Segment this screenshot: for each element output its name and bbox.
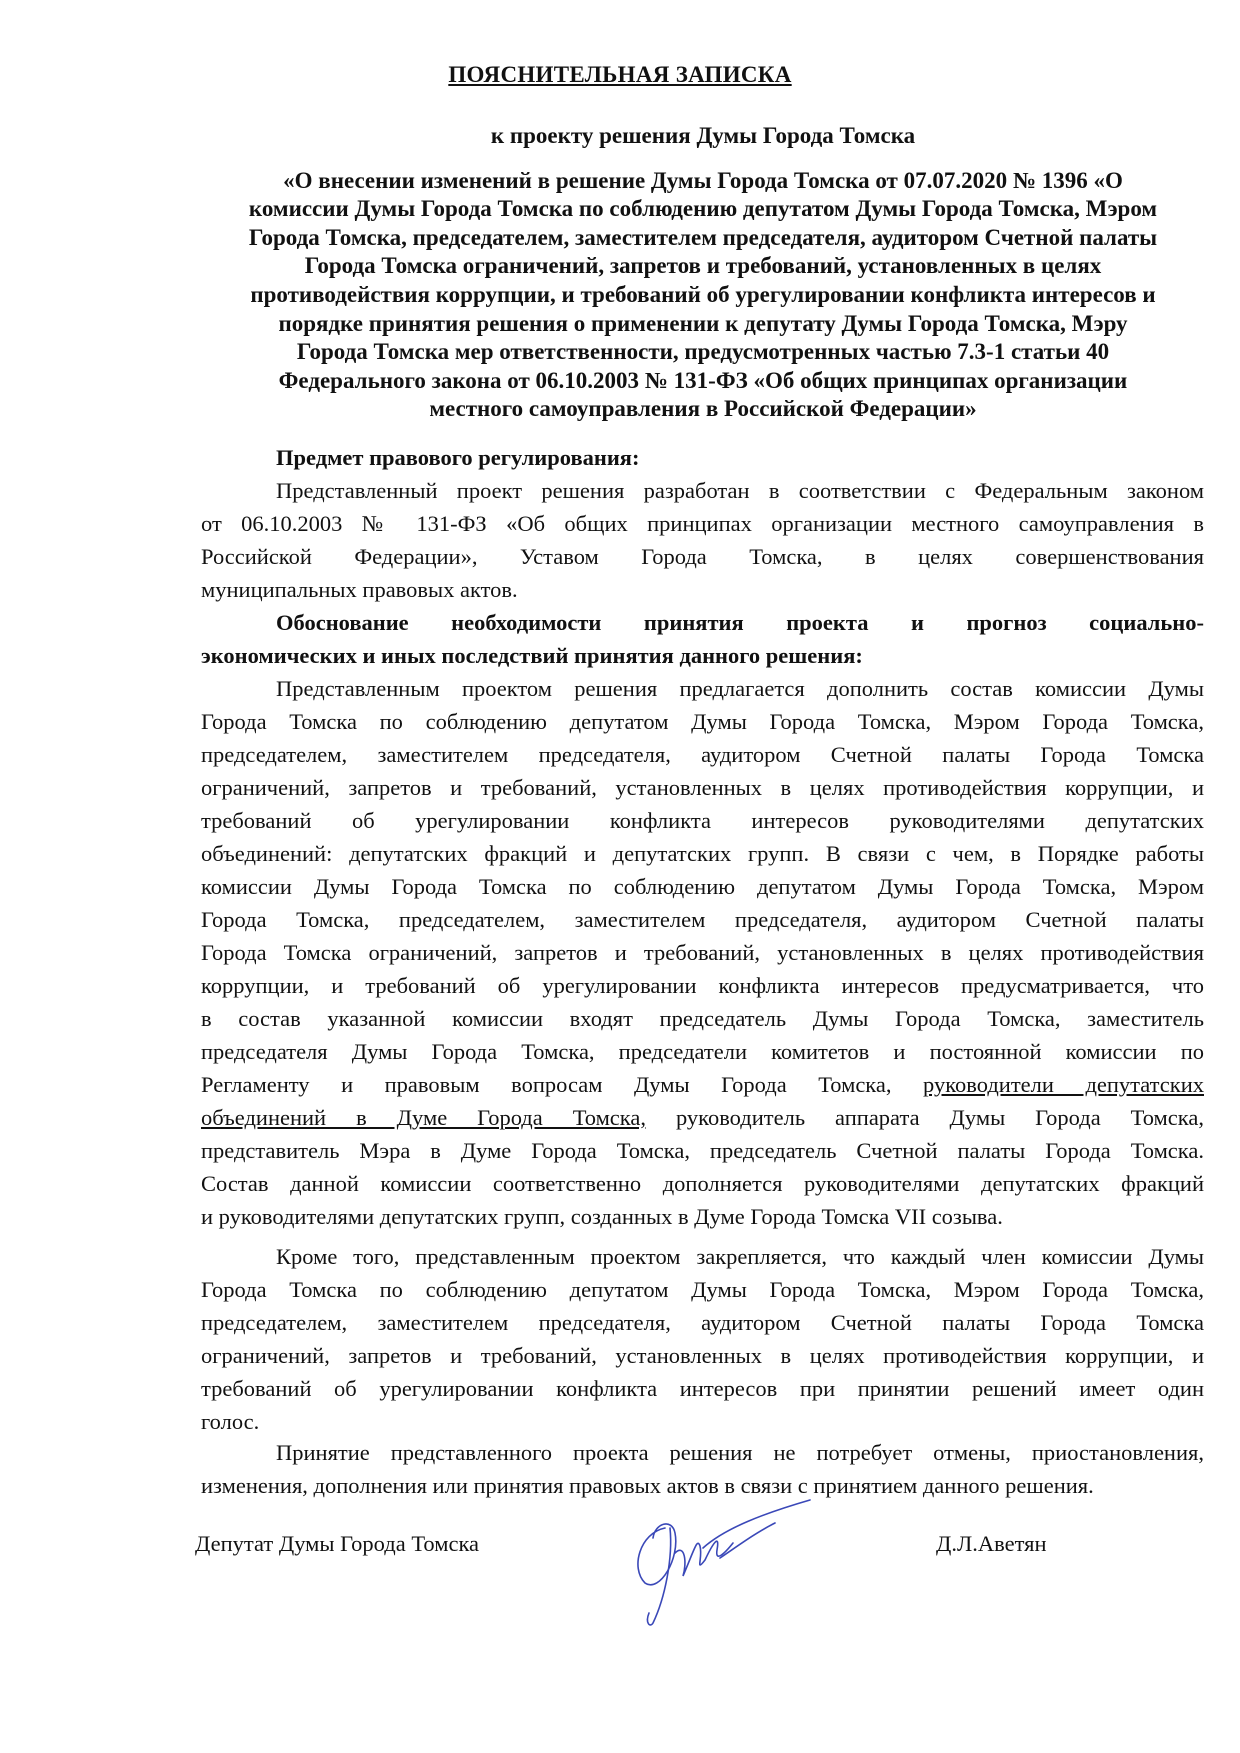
heading-line: порядке принятия решения о применении к депутату Думы Города Томска, Мэру bbox=[278, 310, 1128, 336]
text-line: голос. bbox=[201, 1409, 260, 1434]
text-line: Кроме того, представленным проектом закрепляется, что каждый член комиссии Думы bbox=[276, 1244, 1204, 1269]
text-line: коррупции, и требований об урегулировании конфликта интересов предусматривается, что bbox=[201, 973, 1204, 998]
handwritten-signature bbox=[625, 1488, 815, 1628]
text-line: объединений: депутатских фракций и депутатских групп. В связи с чем, в Порядке работы bbox=[201, 841, 1204, 866]
text-line: ограничений, запретов и требований, установленных в целях противодействия коррупции, и bbox=[201, 775, 1204, 800]
text-line: требований об урегулировании конфликта интересов руководителями депутатских bbox=[201, 808, 1204, 833]
text-line: председателя Думы Города Томска, председатели комитетов и постоянной комиссии по bbox=[201, 1039, 1204, 1064]
heading-line: к проекту решения Думы Города Томска bbox=[490, 123, 916, 148]
text-line: председателем, заместителем председателя, аудитором Счетной палаты Города Томска bbox=[201, 742, 1204, 767]
text-line: муниципальных правовых актов. bbox=[201, 577, 518, 602]
text-line: Принятие представленного проекта решения не потребует отмены, приостановления, bbox=[276, 1440, 1204, 1465]
text-line: изменения, дополнения или принятия правовых актов в связи с принятием данного решения. bbox=[201, 1473, 1094, 1498]
text-line bbox=[201, 1068, 1204, 1101]
text-line: требований об урегулировании конфликта интересов при принятии решений имеет один bbox=[201, 1376, 1204, 1401]
section-heading-line: Предмет правового регулирования: bbox=[276, 445, 640, 470]
text-line: от 06.10.2003 № 131-ФЗ «Об общих принципах организации местного самоуправления в bbox=[201, 511, 1204, 536]
text-line: Города Томска по соблюдению депутатом Думы Города Томска, Мэром Города Томска, bbox=[201, 1277, 1204, 1302]
text-line: в состав указанной комиссии входят председатель Думы Города Томска, заместитель bbox=[201, 1006, 1204, 1031]
paragraph-voting bbox=[201, 1240, 1204, 1438]
text-line: Представленным проектом решения предлагается дополнить состав комиссии Думы bbox=[276, 676, 1204, 701]
signatory-name: Д.Л.Аветян bbox=[936, 1531, 1047, 1556]
document-title: ПОЯСНИТЕЛЬНАЯ ЗАПИСКА bbox=[448, 62, 792, 87]
text-line: и руководителями депутатских групп, созданных в Думе Города Томска VII созыва. bbox=[201, 1204, 1003, 1229]
text-line: представитель Мэра в Думе Города Томска, председатель Счетной палаты Города Томска. bbox=[201, 1138, 1204, 1163]
text-line: комиссии Думы Города Томска по соблюдению депутатом Думы Города Томска, Мэром bbox=[201, 874, 1204, 899]
underlined-text: объединений в Думе Города Томска, bbox=[201, 1105, 646, 1130]
section-heading-line: экономических и иных последствий принятия данного решения: bbox=[201, 643, 863, 668]
text-line: Города Томска, председателем, заместителем председателя, аудитором Счетной палаты bbox=[201, 907, 1204, 932]
document-heading bbox=[200, 122, 1206, 424]
section-justification bbox=[201, 606, 1204, 1233]
heading-line: «О внесении изменений в решение Думы Города Томска от 07.07.2020 № 1396 «О bbox=[283, 167, 1123, 193]
heading-line: Федерального закона от 06.10.2003 № 131-ФЗ «Об общих принципах организации bbox=[278, 367, 1128, 393]
text-line: Города Томска по соблюдению депутатом Думы Города Томска, Мэром Города Томска, bbox=[201, 709, 1204, 734]
text-line: Города Томска ограничений, запретов и требований, установленных в целях противодействия bbox=[201, 940, 1204, 965]
text-line: ограничений, запретов и требований, установленных в целях противодействия коррупции, и bbox=[201, 1343, 1204, 1368]
text-segment: Регламенту и правовым вопросам Думы Города Томска, bbox=[201, 1072, 924, 1097]
heading-line: Города Томска ограничений, запретов и требований, установленных в целях bbox=[304, 253, 1102, 279]
heading-line: Города Томска, председателем, заместителем председателя, аудитором Счетной палаты bbox=[248, 224, 1158, 250]
text-line bbox=[201, 1101, 1204, 1134]
underlined-text: руководители депутатских bbox=[923, 1072, 1204, 1097]
text-line: Российской Федерации», Уставом Города Томска, в целях совершенствования bbox=[201, 544, 1204, 569]
heading-line: местного самоуправления в Российской Федерации» bbox=[429, 396, 977, 422]
heading-line: Города Томска мер ответственности, предусмотренных частью 7.3-1 статьи 40 bbox=[296, 339, 1110, 365]
heading-line: комиссии Думы Города Томска по соблюдению депутатом Думы Города Томска, Мэром bbox=[248, 196, 1158, 222]
text-line: Представленный проект решения разработан в соответствии с Федеральным законом bbox=[276, 478, 1204, 503]
section-heading-line: Обоснование необходимости принятия проекта и прогноз социально- bbox=[276, 610, 1204, 635]
text-line: председателем, заместителем председателя, аудитором Счетной палаты Города Томска bbox=[201, 1310, 1204, 1335]
section-legal-subject bbox=[201, 441, 1204, 606]
heading-line: противодействия коррупции, и требований об урегулировании конфликта интересов и bbox=[250, 281, 1156, 307]
text-segment: руководитель аппарата Думы Города Томска, bbox=[646, 1105, 1204, 1130]
text-line: Состав данной комиссии соответственно дополняется руководителями депутатских фракций bbox=[201, 1171, 1204, 1196]
signatory-position: Депутат Думы Города Томска bbox=[195, 1531, 480, 1556]
